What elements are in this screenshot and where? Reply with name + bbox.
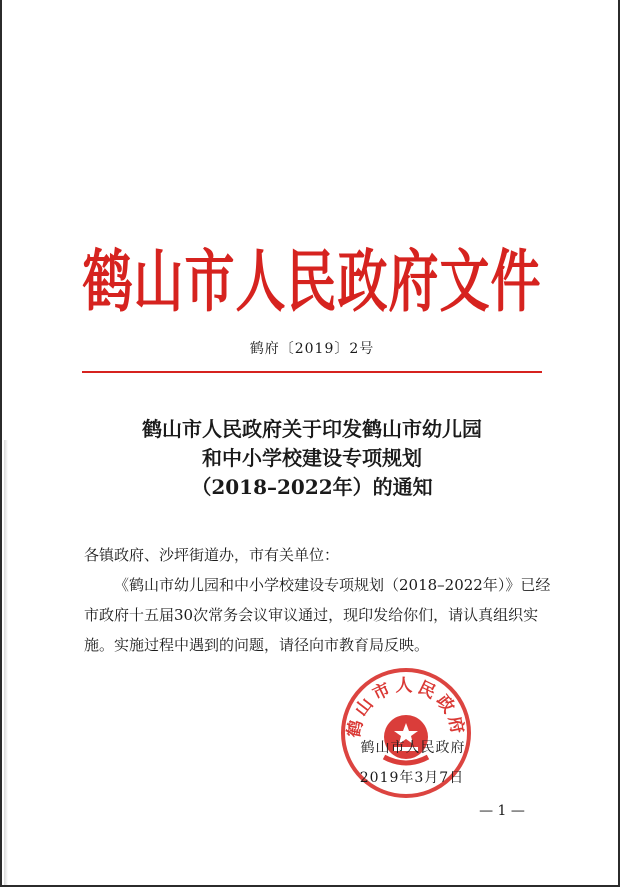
issue-date: 2019年3月7日 [359, 770, 465, 786]
document-number: 鹤府〔2019〕2号 [249, 341, 375, 357]
red-divider-line [82, 371, 542, 373]
issuer-signature: 鹤山市人民政府 [360, 740, 466, 756]
notice-body [84, 540, 554, 660]
seal-text: 鹤山市人民政府 [344, 676, 468, 740]
page-number: — 1 — [479, 803, 525, 819]
salutation: 各镇政府、沙坪街道办，市有关单位： [84, 546, 340, 564]
document-header-title: 鹤山市人民政府文件 [82, 241, 542, 322]
notice-title [2, 415, 620, 502]
notice-title-line: （2018–2022年）的通知 [191, 475, 433, 499]
body-paragraph: 《鹤山市幼儿园和中小学校建设专项规划（2018–2022年）》已经市政府十五届30次常务会议审议通过，现印发给你们，请认真组织实施。实施过程中遇到的问题，请径向市教育局反映。 [84, 576, 551, 654]
notice-title-line: 和中小学校建设专项规划 [202, 446, 422, 470]
notice-title-line: 鹤山市人民政府关于印发鹤山市幼儿园 [142, 417, 482, 441]
scan-edge-shadow [4, 440, 8, 885]
